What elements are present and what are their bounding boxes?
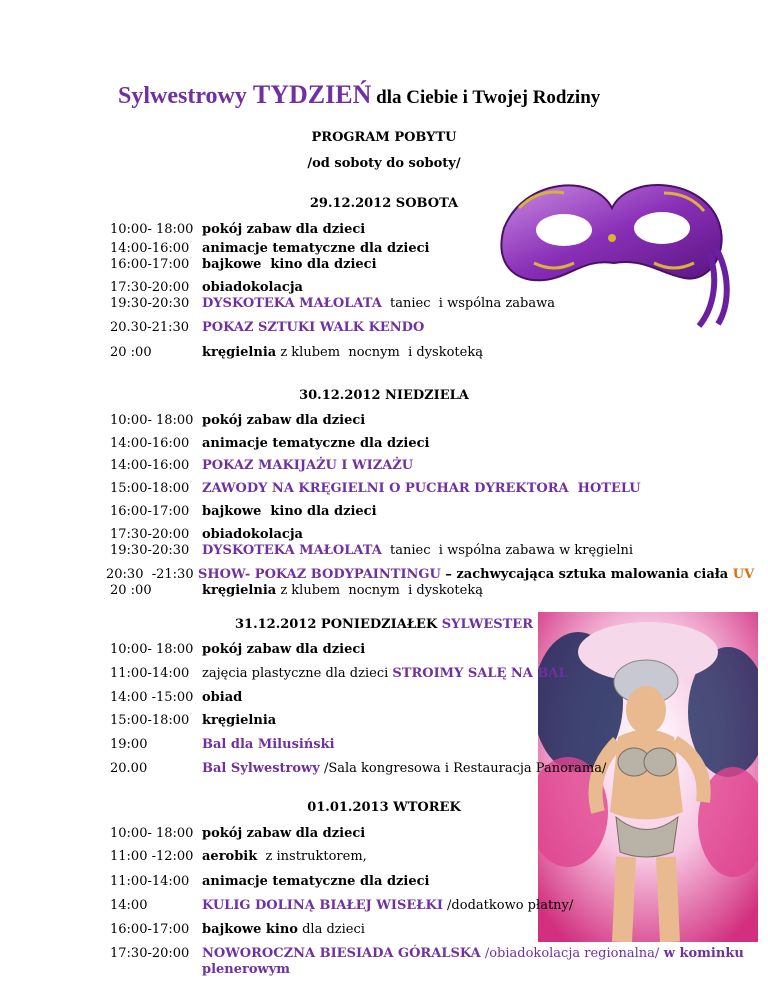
event-text: pokój zabaw dla dzieci: [202, 222, 366, 237]
time-label: 19:30-20:30: [110, 543, 190, 558]
time-label: 20 :00: [110, 583, 152, 598]
event-bold: kręgielnia: [202, 345, 277, 360]
event-note: /obiadokolacja regionalna/: [480, 946, 660, 961]
event-highlight: DYSKOTEKA MAŁOLATA: [202, 296, 382, 311]
day3-highlight: SYLWESTER: [441, 617, 534, 632]
event-highlight: ZAWODY NA KRĘGIELNI O PUCHAR DYREKTORA HOTELU: [202, 481, 641, 496]
event-text: animacje tematyczne dla dzieci: [202, 436, 430, 451]
time-label: 20.00: [110, 761, 148, 776]
event-highlight: POKAZ SZTUKI WALK KENDO: [202, 320, 425, 335]
event-text: animacje tematyczne dla dzieci: [202, 874, 430, 889]
event-text: animacje tematyczne dla dzieci: [202, 241, 430, 256]
event-text: obiadokolacja: [202, 280, 303, 295]
time-label: 11:00 -12:00: [110, 849, 194, 864]
event-text: taniec i wspólna zabawa w kręgielni: [381, 543, 634, 558]
program-subheading: /od soboty do soboty/: [307, 156, 461, 171]
time-label: 17:30-20:00: [110, 946, 190, 961]
day4-heading: 01.01.2013 WTOREK: [307, 800, 461, 815]
time-label: 14:00: [110, 898, 148, 913]
time-label: 11:00-14:00: [110, 874, 190, 889]
event-uv-label: UV: [732, 567, 755, 582]
event-highlight: DYSKOTEKA MAŁOLATA: [202, 543, 382, 558]
event-highlight: STROIMY SALĘ NA BAL: [392, 666, 568, 681]
time-label: 14:00 -15:00: [110, 690, 194, 705]
event-bold: – zachwycająca sztuka malowania ciała: [440, 567, 733, 582]
time-label: 20.30-21:30: [110, 320, 190, 335]
event-bold: kręgielnia: [202, 583, 277, 598]
time-label: 10:00- 18:00: [110, 413, 194, 428]
time-label: 11:00-14:00: [110, 666, 190, 681]
time-label: 19:00: [110, 737, 148, 752]
time-label: 17:30-20:00: [110, 527, 190, 542]
event-highlight: Bal dla Milusiński: [202, 737, 335, 752]
time-label: 20:30 -21:30: [106, 567, 194, 582]
time-label: 14:00-16:00: [110, 436, 190, 451]
day3-heading: [0, 617, 768, 632]
event-highlight: w kominku: [659, 946, 744, 961]
event-text: bajkowe kino dla dzieci: [202, 504, 377, 519]
event-text: obiadokolacja: [202, 527, 303, 542]
event-text: z klubem nocnym i dyskoteką: [276, 583, 483, 598]
event-text: zajęcia plastyczne dla dzieci: [202, 666, 393, 681]
day2-heading: 30.12.2012 NIEDZIELA: [299, 388, 469, 403]
day3-date: 31.12.2012 PONIEDZIAŁEK: [234, 617, 442, 632]
event-text: z klubem nocnym i dyskoteką: [276, 345, 483, 360]
program-heading: PROGRAM POBYTU: [311, 130, 457, 145]
time-label: 15:00-18:00: [110, 481, 190, 496]
time-label: 16:00-17:00: [110, 504, 190, 519]
day1-heading: 29.12.2012 SOBOTA: [309, 196, 459, 211]
carnival-dancer-image: [538, 612, 758, 942]
event-text: bajkowe kino dla dzieci: [202, 257, 377, 272]
title-part-2: TYDZIEŃ: [252, 80, 372, 109]
title-part-3: dla Ciebie i Twojej Rodziny: [371, 87, 601, 108]
time-label: 20 :00: [110, 345, 152, 360]
event-text: z instruktorem,: [257, 849, 367, 864]
time-label: 10:00- 18:00: [110, 826, 194, 841]
event-highlight: NOWOROCZNA BIESIADA GÓRALSKA: [202, 946, 481, 961]
event-text: pokój zabaw dla dzieci: [202, 413, 366, 428]
time-label: 19:30-20:30: [110, 296, 190, 311]
event-highlight: plenerowym: [202, 962, 291, 977]
event-highlight: SHOW- POKAZ BODYPAINTINGU: [198, 567, 441, 582]
time-label: 14:00-16:00: [110, 458, 190, 473]
event-highlight: KULIG DOLINĄ BIAŁEJ WISEŁKI: [202, 898, 443, 913]
event-text: pokój zabaw dla dzieci: [202, 826, 366, 841]
time-label: 14:00-16:00: [110, 241, 190, 256]
time-label: 10:00- 18:00: [110, 642, 194, 657]
event-text: /dodatkowo płatny/: [442, 898, 574, 913]
event-text: pokój zabaw dla dzieci: [202, 642, 366, 657]
time-label: 15:00-18:00: [110, 713, 190, 728]
event-text: kręgielnia: [202, 713, 277, 728]
time-label: 10:00- 18:00: [110, 222, 194, 237]
event-highlight: POKAZ MAKIJAŻU I WIZAŻU: [202, 458, 414, 473]
time-label: 16:00-17:00: [110, 257, 190, 272]
event-text: dla dzieci: [297, 922, 365, 937]
title-part-1: Sylwestrowy: [118, 83, 253, 109]
time-label: 17:30-20:00: [110, 280, 190, 295]
event-text: obiad: [202, 690, 243, 705]
time-label: 16:00-17:00: [110, 922, 190, 937]
event-text: taniec i wspólna zabawa: [381, 296, 555, 311]
event-bold: aerobik: [202, 849, 258, 864]
page-title: [118, 80, 600, 110]
event-bold: bajkowe kino: [202, 922, 298, 937]
event-highlight: Bal Sylwestrowy: [202, 761, 320, 776]
event-text: /Sala kongresowa i Restauracja Panorama/: [319, 761, 607, 776]
